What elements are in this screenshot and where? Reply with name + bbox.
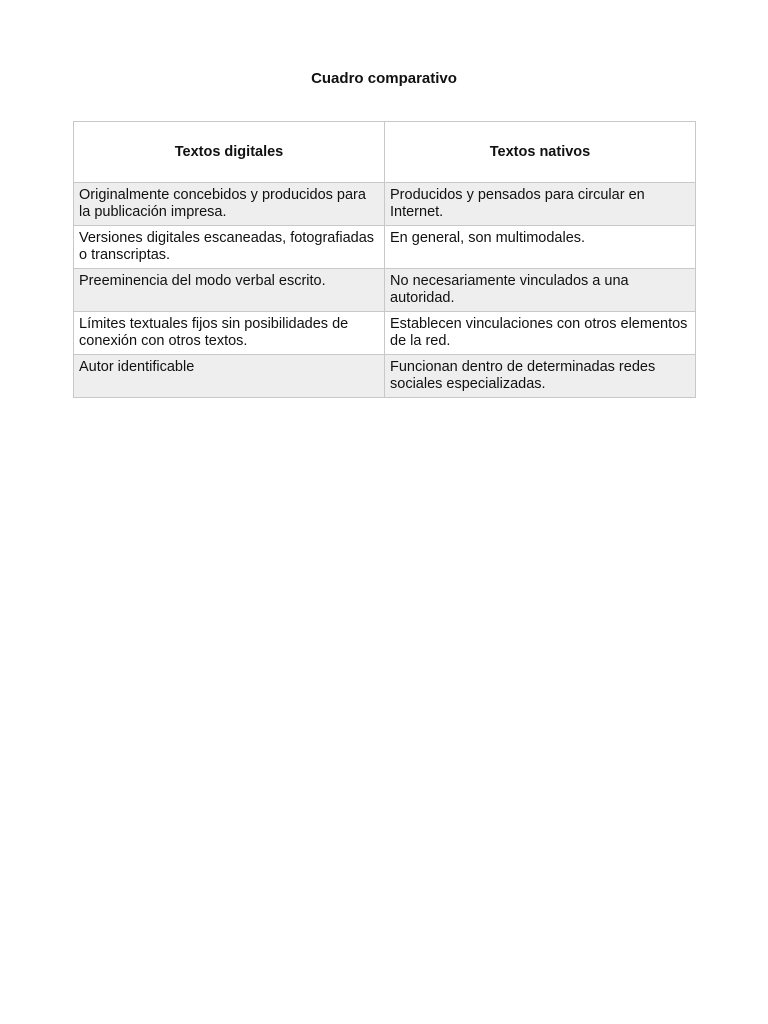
table-cell-digital: Preeminencia del modo verbal escrito.	[74, 269, 385, 312]
table-cell-native: En general, son multimodales.	[385, 226, 696, 269]
comparison-table	[73, 121, 696, 398]
table-cell-digital: Límites textuales fijos sin posibilidades de conexión con otros textos.	[74, 312, 385, 355]
table-cell-digital: Autor identificable	[74, 355, 385, 398]
table-row	[74, 355, 696, 398]
table-header-row	[74, 122, 696, 183]
table-cell-native: Establecen vinculaciones con otros elementos de la red.	[385, 312, 696, 355]
table-row	[74, 312, 696, 355]
table-row	[74, 269, 696, 312]
column-header-textos-digitales: Textos digitales	[74, 122, 385, 183]
table-cell-digital: Originalmente concebidos y producidos para la publicación impresa.	[74, 183, 385, 226]
table-cell-native: Funcionan dentro de determinadas redes sociales especializadas.	[385, 355, 696, 398]
table-row	[74, 183, 696, 226]
page-title: Cuadro comparativo	[311, 70, 457, 87]
table-cell-digital: Versiones digitales escaneadas, fotografiadas o transcriptas.	[74, 226, 385, 269]
table-row	[74, 226, 696, 269]
table-cell-native: Producidos y pensados para circular en Internet.	[385, 183, 696, 226]
table-cell-native: No necesariamente vinculados a una autoridad.	[385, 269, 696, 312]
column-header-textos-nativos: Textos nativos	[385, 122, 696, 183]
